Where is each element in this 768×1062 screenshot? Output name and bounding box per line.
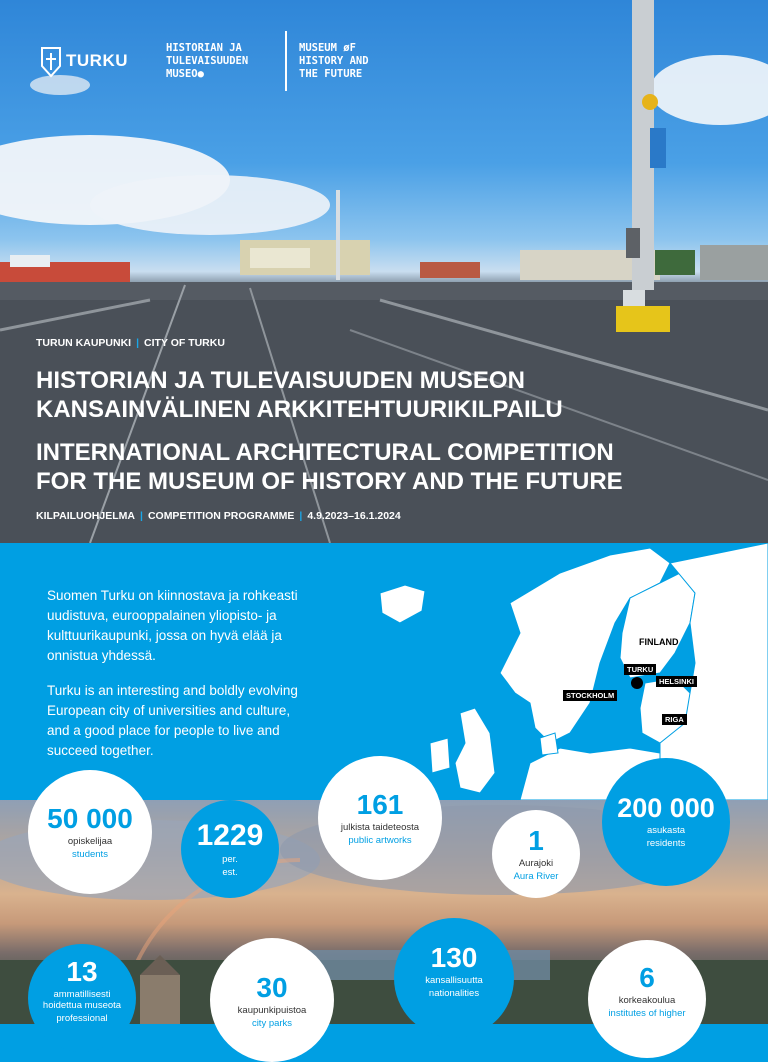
map-label-finland: FINLAND bbox=[639, 637, 679, 647]
stat-label-fi: kaupunkipuistoa bbox=[237, 1005, 307, 1016]
map-label-stockholm: STOCKHOLM bbox=[563, 690, 617, 701]
stat-label-en: students bbox=[72, 848, 108, 860]
stat-label-fi: per. bbox=[222, 853, 238, 865]
title-en-line-2: FOR THE MUSEUM OF HISTORY AND THE FUTURE bbox=[36, 468, 623, 495]
stat-value: 1 bbox=[528, 824, 544, 856]
museum-logo-en-line-2: HISTORY AND bbox=[299, 55, 369, 67]
programme-en: COMPETITION PROGRAMME bbox=[147, 510, 295, 522]
museum-logo-fi-line-3: MUSEO● bbox=[166, 68, 204, 80]
stat-label-en: professional bbox=[56, 1013, 108, 1024]
title-en-line-1: INTERNATIONAL ARCHITECTURAL COMPETITION bbox=[36, 439, 614, 466]
museum-logo-fi-line-1: HISTORIAN JA bbox=[166, 42, 242, 54]
stat-aura-river bbox=[492, 810, 580, 898]
stat-value: 6 bbox=[639, 962, 655, 993]
stat-city-parks bbox=[210, 938, 334, 1062]
museum-logo-fi bbox=[166, 42, 248, 81]
museum-logo-en-line-1: MUSEUM øF bbox=[299, 42, 356, 54]
stat-label-en: institutes of higher bbox=[608, 1008, 686, 1019]
stat-label-en: nationalities bbox=[428, 988, 480, 999]
turku-wordmark: TURKU bbox=[66, 51, 128, 70]
publisher-kicker bbox=[36, 337, 225, 349]
kicker-fi: TURUN KAUPUNKI bbox=[36, 337, 132, 349]
stat-public-artworks bbox=[318, 756, 442, 880]
title-finnish bbox=[36, 366, 563, 424]
stat-residents bbox=[602, 758, 730, 886]
intro-text-en: Turku is an interesting and boldly evolving European city of universities and culture, and a good place for people to live and succeed together. bbox=[47, 683, 298, 758]
map-label-turku: TURKU bbox=[624, 664, 656, 675]
stat-label-fi: ammatillisesti hoidettua museota bbox=[42, 989, 122, 1011]
stat-value: 13 bbox=[66, 956, 98, 987]
logo-divider bbox=[285, 31, 287, 91]
stat-students bbox=[28, 770, 152, 894]
stat-value: 50 000 bbox=[47, 802, 133, 834]
stat-value: 161 bbox=[356, 788, 404, 820]
title-english bbox=[36, 438, 623, 496]
stat-label-fi: Aurajoki bbox=[518, 857, 554, 869]
museum-logo-en-line-3: THE FUTURE bbox=[299, 68, 363, 80]
separator: | bbox=[139, 510, 143, 522]
stat-label-en: Aura River bbox=[513, 870, 559, 882]
stat-higher-education bbox=[588, 940, 706, 1058]
kicker-en: CITY OF TURKU bbox=[144, 337, 225, 349]
separator: | bbox=[136, 337, 140, 349]
title-fi-line-1: HISTORIAN JA TULEVAISUUDEN MUSEON bbox=[36, 367, 525, 394]
stat-value: 200 000 bbox=[617, 793, 715, 823]
competition-dates: 4.9.2023–16.1.2024 bbox=[307, 510, 401, 522]
stat-nationalities bbox=[394, 918, 514, 1038]
stat-label-en: public artworks bbox=[348, 834, 412, 846]
stat-museums bbox=[28, 944, 136, 1052]
map-label-helsinki: HELSINKI bbox=[656, 676, 697, 687]
map-label-riga: RIGA bbox=[662, 714, 687, 725]
stat-label-en: residents bbox=[646, 838, 686, 849]
stat-label-en: est. bbox=[222, 866, 238, 878]
stat-label-fi: opiskelijaa bbox=[67, 835, 113, 847]
stat-label-fi: korkeakoulua bbox=[618, 995, 676, 1006]
stat-label-fi: asukasta bbox=[646, 825, 686, 836]
stat-label-en: city parks bbox=[251, 1018, 293, 1029]
programme-meta bbox=[36, 510, 401, 522]
stat-value: 1229 bbox=[196, 818, 264, 852]
stat-value: 30 bbox=[256, 972, 288, 1003]
separator: | bbox=[299, 510, 303, 522]
turku-logo bbox=[40, 44, 128, 78]
museum-logo-fi-line-2: TULEVAISUUDEN bbox=[166, 55, 249, 67]
stat-label-fi: kansallisuutta bbox=[425, 975, 483, 986]
programme-fi: KILPAILUOHJELMA bbox=[36, 510, 135, 522]
title-fi-line-2: KANSAINVÄLINEN ARKKITEHTUURIKILPAILU bbox=[36, 396, 563, 423]
turku-crest-icon bbox=[40, 44, 62, 78]
stat-established bbox=[181, 800, 279, 898]
museum-logo-en bbox=[299, 42, 369, 81]
stat-value: 130 bbox=[430, 942, 478, 973]
stat-label-fi: julkista taideteosta bbox=[340, 821, 420, 833]
intro-text-fi: Suomen Turku on kiinnostava ja rohkeasti uudistuva, eurooppalainen yliopisto- ja kulttuurikaupunki, jossa on hyvä elää ja onnistua yhdessä. bbox=[47, 588, 298, 663]
